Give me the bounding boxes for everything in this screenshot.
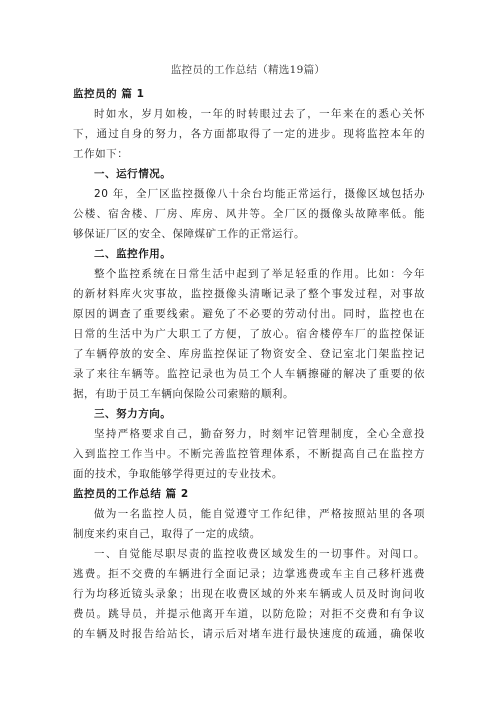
document-body bbox=[73, 84, 425, 644]
paragraph-line: 面的技术，争取能够学得更过的专业技术。 bbox=[73, 468, 283, 480]
paragraph-line: 制度来约束自己，取得了一定的成绩。 bbox=[73, 528, 261, 540]
paragraph-line: 的车辆及时报告给站长，请示后对堵车进行最快速度的疏通，确保收 bbox=[73, 628, 425, 640]
paragraph-line: 公楼、宿舍楼、厂房、库房、风井等。全厂区的摄像头故障率低。能 bbox=[73, 208, 425, 220]
section-heading: 监控员的工作总结 篇 2 bbox=[73, 488, 189, 500]
paragraph-line: 费员。跳导员，并提示他离开车道，以防危险；对拒不交费和有争议 bbox=[73, 608, 425, 620]
document-title: 监控员的工作总结（精选19篇） bbox=[170, 64, 326, 76]
paragraph-line: 够保证厂区的安全、保障煤矿工作的正常运行。 bbox=[73, 228, 306, 240]
paragraph-line: 录了来往车辆等。监控记录也为员工个人车辆擦碰的解决了重要的依 bbox=[73, 368, 425, 380]
paragraph-line: 行为均移近镜头录象；出现在收费区域的外来车辆或人员及时询问收 bbox=[73, 588, 425, 600]
paragraph-line: 工作如下： bbox=[73, 148, 129, 160]
paragraph-line: 日常的生活中为广大职工了方便，了放心。宿舍楼停车厂的监控保证 bbox=[73, 328, 425, 340]
subheading: 二、监控作用。 bbox=[94, 248, 172, 260]
paragraph-line: 做为一名监控人员，能自觉遵守工作纪律，严格按照站里的各项 bbox=[94, 508, 425, 520]
paragraph-line: 一、自觉能尽职尽责的监控收费区域发生的一切事件。对闯口。 bbox=[94, 548, 425, 560]
subheading: 一、运行情况。 bbox=[94, 168, 172, 180]
paragraph-line: 了车辆停放的安全、库房监控保证了物资安全、登记室北门架监控记 bbox=[73, 348, 425, 360]
paragraph-line: 的新材料库火灾事故，监控摄像头清晰记录了整个事发过程，对事故 bbox=[73, 288, 425, 300]
paragraph-line: 下，通过自身的努力，各方面都取得了一定的进步。现将监控本年的 bbox=[73, 128, 425, 140]
paragraph-line: 逃费。拒不交费的车辆进行全面记录；边掌逃费或车主自己移杆逃费 bbox=[73, 568, 425, 580]
paragraph-line: 坚持严格要求自己，勤奋努力，时刻牢记管理制度，全心全意投 bbox=[94, 428, 425, 440]
paragraph-line: 入到监控工作当中。不断完善监控管理体系，不断提高自己在监控方 bbox=[73, 448, 425, 460]
section-heading: 监控员的 篇 1 bbox=[73, 88, 145, 100]
paragraph-line: 据，有助于员工车辆向保险公司索赔的顺利。 bbox=[73, 388, 294, 400]
paragraph-line: 时如水，岁月如梭，一年的时转眼过去了，一年来在的悉心关怀 bbox=[94, 108, 425, 120]
paragraph-line: 20 年，全厂区监控摄像八十余台均能正常运行，摄像区域包括办 bbox=[94, 188, 425, 200]
paragraph-line: 原因的调查了重要线索。避免了不必要的劳动付出。同时，监控也在 bbox=[73, 308, 425, 320]
subheading: 三、努力方向。 bbox=[94, 408, 172, 420]
paragraph-line: 整个监控系统在日常生活中起到了举足轻重的作用。比如：今年 bbox=[94, 268, 425, 280]
